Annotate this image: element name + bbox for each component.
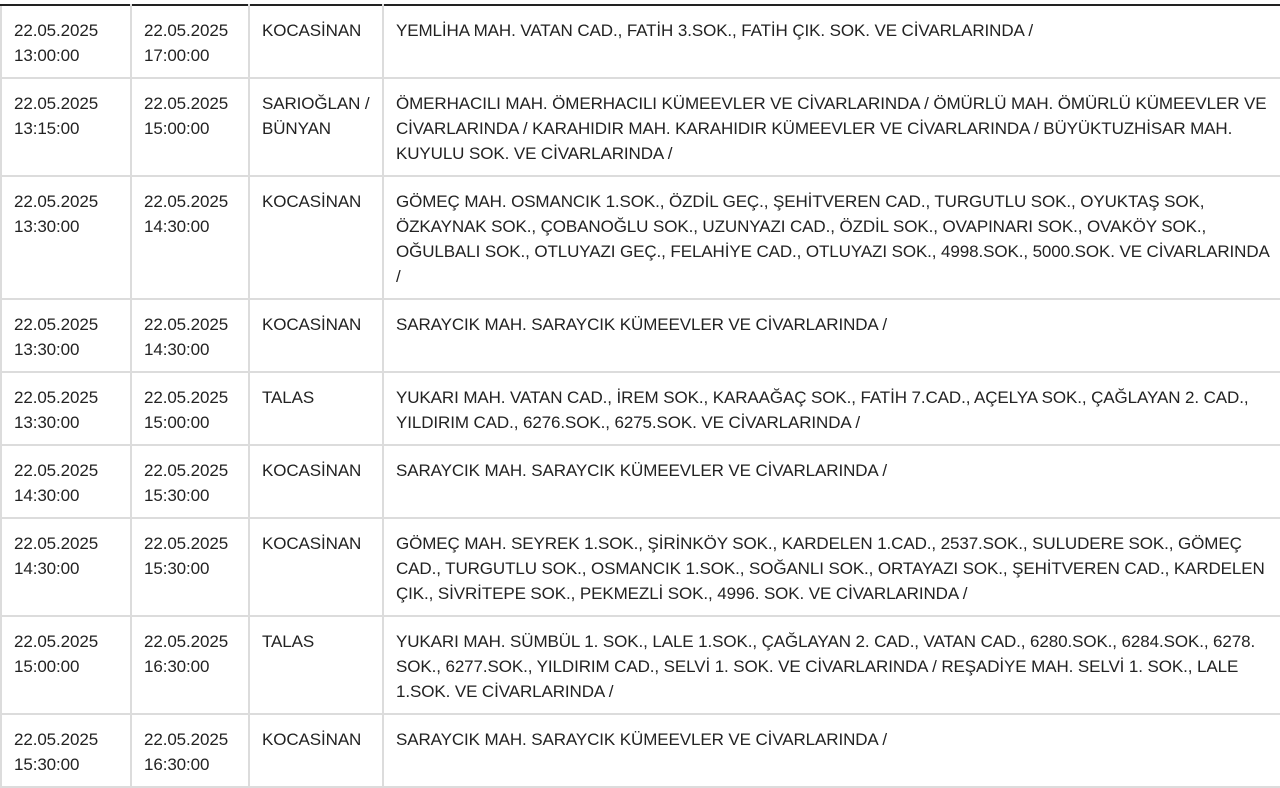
end-time: 15:00:00: [144, 413, 210, 432]
end-datetime-cell: [131, 616, 249, 714]
start-time: 13:30:00: [14, 413, 80, 432]
end-date: 22.05.2025: [144, 94, 229, 113]
district-cell: KOCASİNAN: [249, 518, 383, 616]
district-cell: KOCASİNAN: [249, 5, 383, 78]
address-cell: ÖMERHACILI MAH. ÖMERHACILI KÜMEEVLER VE CİVARLARINDA / ÖMÜRLÜ MAH. ÖMÜRLÜ KÜMEEVLER VE CİVARLARINDA / KARAHIDIR MAH. KARAHIDIR KÜMEEVLER VE CİVARLARINDA / BÜYÜKTUZHİSAR MAH. KUYULU SOK. VE CİVARLARINDA /: [383, 78, 1280, 176]
start-time: 15:30:00: [14, 755, 80, 774]
start-datetime-cell: [1, 616, 131, 714]
outage-schedule-table: [0, 4, 1280, 788]
district-cell: KOCASİNAN: [249, 714, 383, 787]
end-time: 14:30:00: [144, 340, 210, 359]
end-datetime-cell: [131, 445, 249, 518]
start-time: 13:30:00: [14, 340, 80, 359]
start-time: 15:00:00: [14, 657, 80, 676]
end-datetime-cell: [131, 78, 249, 176]
end-date: 22.05.2025: [144, 730, 229, 749]
address-cell: GÖMEÇ MAH. OSMANCIK 1.SOK., ÖZDİL GEÇ., ŞEHİTVEREN CAD., TURGUTLU SOK., OYUKTAŞ SOK, ÖZKAYNAK SOK., ÇOBANOĞLU SOK., UZUNYAZI CAD., ÖZDİL SOK., OVAPINARI SOK., OVAKÖY SOK., OĞULBALI SOK., OTLUYAZI GEÇ., FELAHİYE CAD., OTLUYAZI SOK., 4998.SOK., 5000.SOK. VE CİVARLARINDA /: [383, 176, 1280, 299]
start-date: 22.05.2025: [14, 632, 99, 651]
start-date: 22.05.2025: [14, 730, 99, 749]
start-date: 22.05.2025: [14, 388, 99, 407]
end-datetime-cell: [131, 714, 249, 787]
start-datetime-cell: [1, 78, 131, 176]
table-row: [1, 78, 1280, 176]
start-date: 22.05.2025: [14, 534, 99, 553]
table-row: [1, 372, 1280, 445]
end-time: 15:00:00: [144, 119, 210, 138]
start-datetime-cell: [1, 714, 131, 787]
start-date: 22.05.2025: [14, 315, 99, 334]
end-datetime-cell: [131, 5, 249, 78]
start-date: 22.05.2025: [14, 461, 99, 480]
address-cell: SARAYCIK MAH. SARAYCIK KÜMEEVLER VE CİVARLARINDA /: [383, 714, 1280, 787]
end-datetime-cell: [131, 372, 249, 445]
table-row: [1, 176, 1280, 299]
end-date: 22.05.2025: [144, 388, 229, 407]
end-time: 15:30:00: [144, 486, 210, 505]
address-cell: YUKARI MAH. SÜMBÜL 1. SOK., LALE 1.SOK., ÇAĞLAYAN 2. CAD., VATAN CAD., 6280.SOK., 6284.SOK., 6278. SOK., 6277.SOK., YILDIRIM CAD., SELVİ 1. SOK. VE CİVARLARINDA / REŞADİYE MAH. SELVİ 1. SOK., LALE 1.SOK. VE CİVARLARINDA /: [383, 616, 1280, 714]
district-cell: SARIOĞLAN / BÜNYAN: [249, 78, 383, 176]
table-row: [1, 299, 1280, 372]
address-cell: YEMLİHA MAH. VATAN CAD., FATİH 3.SOK., FATİH ÇIK. SOK. VE CİVARLARINDA /: [383, 5, 1280, 78]
start-datetime-cell: [1, 299, 131, 372]
end-date: 22.05.2025: [144, 461, 229, 480]
district-cell: KOCASİNAN: [249, 176, 383, 299]
end-datetime-cell: [131, 176, 249, 299]
end-date: 22.05.2025: [144, 192, 229, 211]
start-time: 13:15:00: [14, 119, 80, 138]
district-cell: KOCASİNAN: [249, 445, 383, 518]
end-datetime-cell: [131, 299, 249, 372]
table-row: [1, 445, 1280, 518]
table-row: [1, 714, 1280, 787]
start-datetime-cell: [1, 518, 131, 616]
address-cell: SARAYCIK MAH. SARAYCIK KÜMEEVLER VE CİVARLARINDA /: [383, 445, 1280, 518]
table-row: [1, 616, 1280, 714]
end-date: 22.05.2025: [144, 534, 229, 553]
district-cell: TALAS: [249, 616, 383, 714]
district-cell: KOCASİNAN: [249, 299, 383, 372]
end-date: 22.05.2025: [144, 315, 229, 334]
start-datetime-cell: [1, 5, 131, 78]
start-date: 22.05.2025: [14, 21, 99, 40]
end-date: 22.05.2025: [144, 632, 229, 651]
table-row: [1, 518, 1280, 616]
district-cell: TALAS: [249, 372, 383, 445]
address-cell: GÖMEÇ MAH. SEYREK 1.SOK., ŞİRİNKÖY SOK., KARDELEN 1.CAD., 2537.SOK., SULUDERE SOK., GÖMEÇ CAD., TURGUTLU SOK., OSMANCIK 1.SOK., SOĞANLI SOK., ORTAYAZI SOK., ŞEHİTVEREN CAD., KARDELEN ÇIK., SİVRİTEPE SOK., PEKMEZLİ SOK., 4996. SOK. VE CİVARLARINDA /: [383, 518, 1280, 616]
table-row: [1, 5, 1280, 78]
start-time: 13:30:00: [14, 217, 80, 236]
start-date: 22.05.2025: [14, 192, 99, 211]
end-time: 14:30:00: [144, 217, 210, 236]
table-body: [1, 5, 1280, 787]
start-date: 22.05.2025: [14, 94, 99, 113]
start-datetime-cell: [1, 445, 131, 518]
address-cell: SARAYCIK MAH. SARAYCIK KÜMEEVLER VE CİVARLARINDA /: [383, 299, 1280, 372]
end-time: 15:30:00: [144, 559, 210, 578]
end-time: 16:30:00: [144, 755, 210, 774]
end-datetime-cell: [131, 518, 249, 616]
start-datetime-cell: [1, 372, 131, 445]
start-time: 14:30:00: [14, 486, 80, 505]
end-date: 22.05.2025: [144, 21, 229, 40]
address-cell: YUKARI MAH. VATAN CAD., İREM SOK., KARAAĞAÇ SOK., FATİH 7.CAD., AÇELYA SOK., ÇAĞLAYAN 2. CAD., YILDIRIM CAD., 6276.SOK., 6275.SOK. VE CİVARLARINDA /: [383, 372, 1280, 445]
start-datetime-cell: [1, 176, 131, 299]
start-time: 14:30:00: [14, 559, 80, 578]
end-time: 16:30:00: [144, 657, 210, 676]
start-time: 13:00:00: [14, 46, 80, 65]
end-time: 17:00:00: [144, 46, 210, 65]
